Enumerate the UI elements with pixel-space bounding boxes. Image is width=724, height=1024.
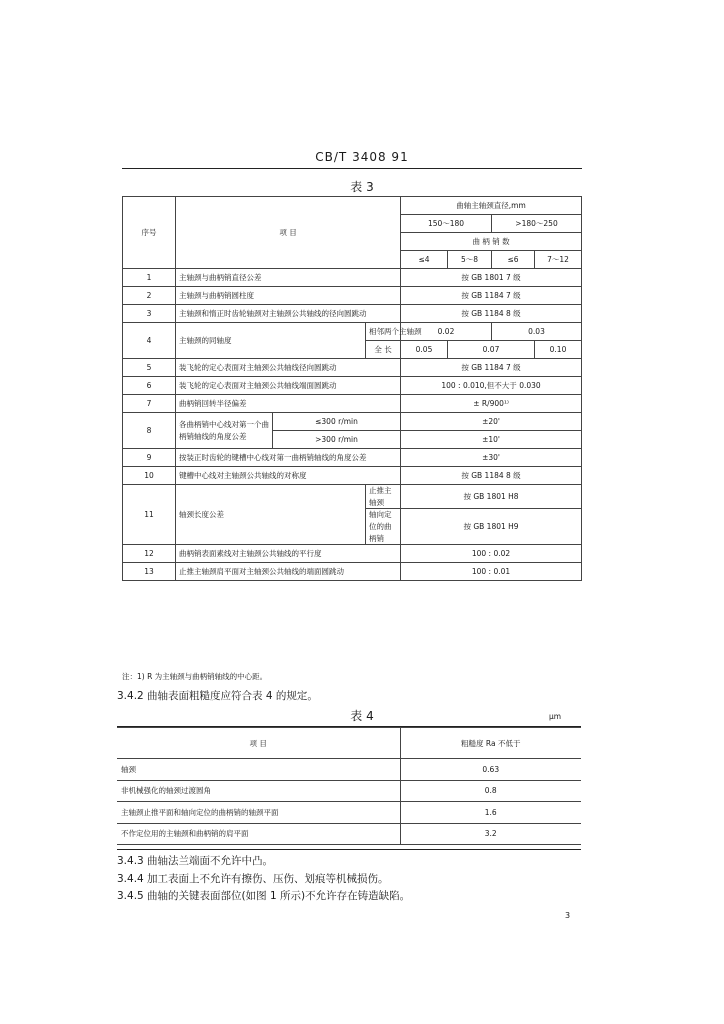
table3-title: 表 3	[350, 180, 374, 194]
row-value: ±10'	[401, 431, 582, 449]
header-seq: 序号	[123, 197, 176, 269]
table-row	[123, 467, 582, 485]
row-value: 按 GB 1801 H8	[401, 485, 582, 509]
header-throws-2: 5～8	[448, 251, 492, 269]
row-value: 0.05	[401, 341, 448, 359]
page-number: 3	[565, 911, 571, 920]
row-value: ±20'	[401, 413, 582, 431]
row-item: 主轴颈与曲柄销圆柱度	[176, 287, 401, 305]
table3	[122, 196, 582, 581]
row-value: 100 : 0.01	[401, 563, 582, 581]
header-rule	[122, 168, 582, 169]
table-row	[117, 802, 581, 824]
table4-top-rule	[117, 726, 581, 727]
table-row	[117, 780, 581, 802]
table-row	[123, 395, 582, 413]
row-item: 主轴颈止推平面和轴向定位的曲柄销的轴颈平面	[117, 802, 400, 824]
clause-3-4-2: 3.4.2 曲轴表面粗糙度应符合表 4 的规定。	[117, 690, 318, 702]
row-value: 1.6	[400, 802, 581, 824]
row-no: 6	[123, 377, 176, 395]
row-value: ±30'	[401, 449, 582, 467]
table-row	[123, 563, 582, 581]
row-value: 0.10	[535, 341, 582, 359]
row-item: 键槽中心线对主轴颈公共轴线的对称度	[176, 467, 401, 485]
table-row	[117, 823, 581, 845]
row-no: 12	[123, 545, 176, 563]
table-row	[123, 485, 582, 509]
row-value: 0.63	[400, 759, 581, 781]
table4-title: 表 4	[350, 709, 374, 723]
table4-bottom-rule	[117, 849, 581, 850]
table-row	[123, 449, 582, 467]
row-item: 不作定位用的主轴颈和曲柄销的肩平面	[117, 823, 400, 845]
row-no: 3	[123, 305, 176, 323]
row-item: 轴颈	[117, 759, 400, 781]
row-no: 9	[123, 449, 176, 467]
row-value: 按 GB 1801 H9	[401, 509, 582, 545]
row-value: 0.03	[492, 323, 582, 341]
table-row	[123, 287, 582, 305]
row-value: 3.2	[400, 823, 581, 845]
row-value: 0.02	[401, 323, 492, 341]
row-no: 4	[123, 323, 176, 359]
table-row	[117, 759, 581, 781]
table-row	[123, 269, 582, 287]
row-value: 按 GB 1184 8 级	[401, 467, 582, 485]
row-item: 曲柄销表面素线对主轴颈公共轴线的平行度	[176, 545, 401, 563]
row-item: 按装正时齿轮的键槽中心线对第一曲柄销轴线的角度公差	[176, 449, 401, 467]
row-sub-item: >300 r/min	[273, 431, 401, 449]
row-value: 按 GB 1184 8 级	[401, 305, 582, 323]
row-item: 主轴颈和惰正时齿轮轴颈对主轴颈公共轴线的径向圆跳动	[176, 305, 401, 323]
clause-3-4-3: 3.4.3 曲轴法兰端面不允许中凸。	[117, 855, 274, 867]
row-item: 非机械强化的轴颈过渡圆角	[117, 780, 400, 802]
row-no: 10	[123, 467, 176, 485]
t4-header-value: 粗糙度 Ra 不低于	[400, 728, 581, 759]
row-no: 11	[123, 485, 176, 545]
row-value: 100 : 0.010,但不大于 0.030	[401, 377, 582, 395]
header-item: 项 目	[176, 197, 401, 269]
row-value: 按 GB 1801 7 级	[401, 269, 582, 287]
table-row	[123, 305, 582, 323]
header-range2: >180～250	[492, 215, 582, 233]
table-row	[123, 413, 582, 431]
row-sub-item: 相邻两个主轴颈	[366, 323, 401, 341]
row-no: 13	[123, 563, 176, 581]
header-throws-1: ≤4	[401, 251, 448, 269]
row-value: ± R/900¹⁾	[401, 395, 582, 413]
row-value: 按 GB 1184 7 级	[401, 359, 582, 377]
row-item: 主轴颈的同轴度	[176, 323, 366, 359]
row-no: 2	[123, 287, 176, 305]
row-item: 主轴颈与曲柄销直径公差	[176, 269, 401, 287]
row-no: 7	[123, 395, 176, 413]
row-no: 1	[123, 269, 176, 287]
table-row	[123, 545, 582, 563]
header-throws: 曲 柄 销 数	[401, 233, 582, 251]
row-no: 5	[123, 359, 176, 377]
row-sub-item: 止推主轴颈	[366, 485, 401, 509]
document-code: CB/T 3408 91	[315, 150, 409, 164]
row-item: 装飞轮的定心表面对主轴颈公共轴线端面圆跳动	[176, 377, 401, 395]
row-value: 0.8	[400, 780, 581, 802]
row-item: 装飞轮的定心表面对主轴颈公共轴线径向圆跳动	[176, 359, 401, 377]
row-item: 轴颈长度公差	[176, 485, 366, 545]
row-sub-item: 全 长	[366, 341, 401, 359]
row-item: 各曲柄销中心线对第一个曲柄销轴线的角度公差	[176, 413, 273, 449]
header-throws-4: 7～12	[535, 251, 582, 269]
table-row	[123, 323, 582, 341]
table3-note: 注：1) R 为主轴颈与曲柄销轴线的中心距。	[122, 672, 268, 681]
row-value: 100 : 0.02	[401, 545, 582, 563]
row-item: 止推主轴颈肩平面对主轴颈公共轴线的端面圆跳动	[176, 563, 401, 581]
clause-3-4-4: 3.4.4 加工表面上不允许有擦伤、压伤、划痕等机械损伤。	[117, 873, 389, 885]
table-row	[123, 359, 582, 377]
row-value: 按 GB 1184 7 级	[401, 287, 582, 305]
table-row	[123, 377, 582, 395]
row-value: 0.07	[448, 341, 535, 359]
row-no: 8	[123, 413, 176, 449]
row-item: 曲柄销回转半径偏差	[176, 395, 401, 413]
clause-3-4-5: 3.4.5 曲轴的关键表面部位(如图 1 所示)不允许存在铸造缺陷。	[117, 890, 411, 902]
header-range1: 150～180	[401, 215, 492, 233]
row-sub-item: ≤300 r/min	[273, 413, 401, 431]
row-sub-item: 轴向定位的曲柄销	[366, 509, 401, 545]
table4-unit: μm	[549, 712, 562, 721]
header-diameter: 曲轴主轴颈直径,mm	[401, 197, 582, 215]
table4	[117, 727, 581, 845]
t4-header-item: 项 目	[117, 728, 400, 759]
header-throws-3: ≤6	[492, 251, 535, 269]
